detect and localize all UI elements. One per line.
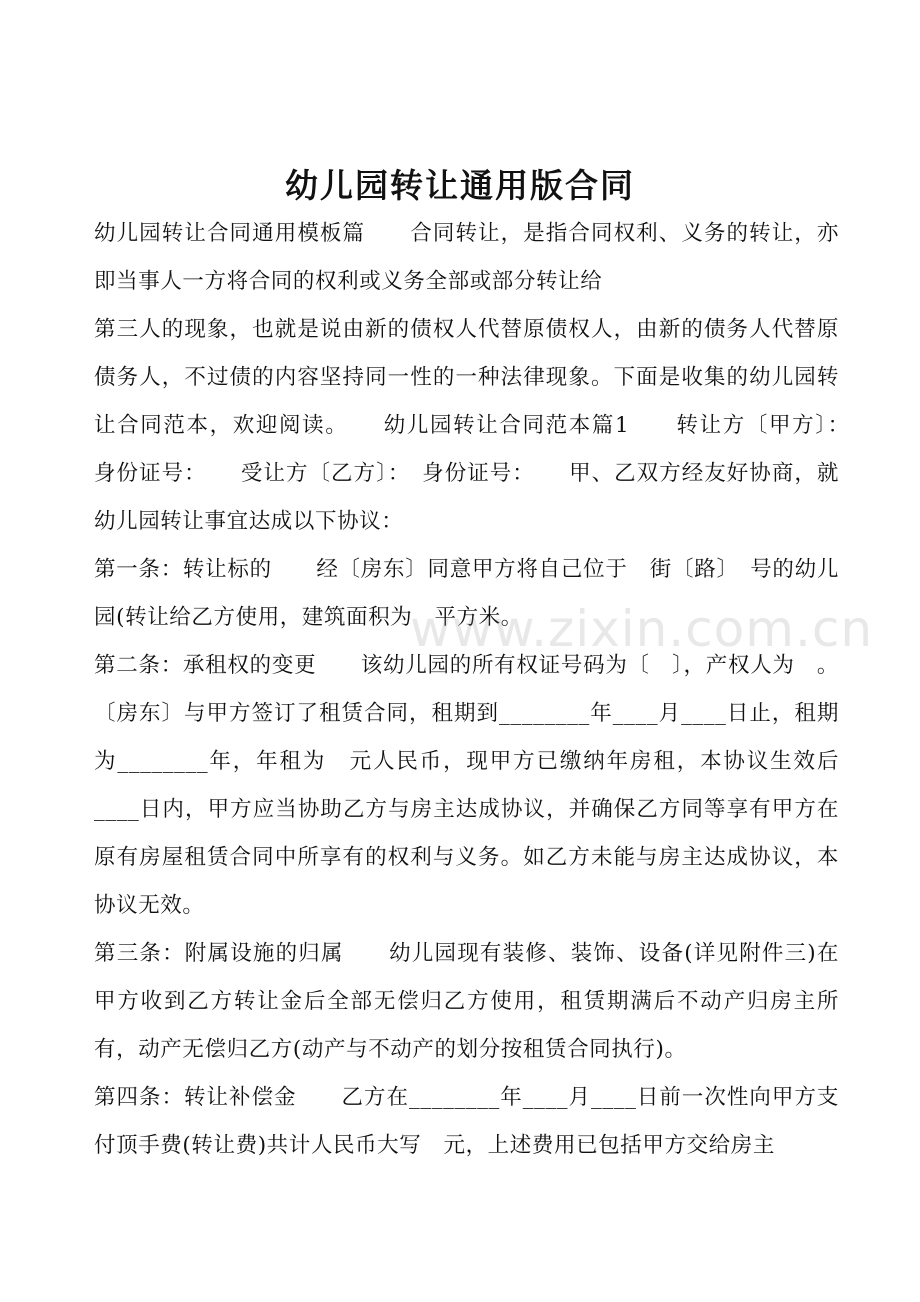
paragraph-article-3: 第三条：附属设施的归属 幼儿园现有装修、装饰、设备(详见附件三)在甲方收到乙方转让金后全部无偿归乙方使用，租赁期满后不动产归房主所有，动产无偿归乙方(动产与不动产的划分按租赁合同执行)。 <box>94 941 839 1062</box>
paragraph-preamble: 第三人的现象，也就是说由新的债权人代替原债权人，由新的债务人代替原债务人，不过债的内容坚持同一性的一种法律现象。下面是收集的幼儿园转让合同范本，欢迎阅读。 幼儿园转让合同范本篇1 转让方〔甲方〕： 身份证号： 受让方〔乙方〕： 身份证号： 甲、乙双方经友好协商，就幼儿园转让事宜达成以下协议： <box>94 317 862 534</box>
paragraph-article-1: 第一条：转让标的 经〔房东〕同意甲方将自己位于 街〔路〕 号的幼儿园(转让给乙方使用，建筑面积为 平方米。 <box>94 557 839 630</box>
paragraph-article-2: 第二条：承租权的变更 该幼儿园的所有权证号码为〔 〕，产权人为 。〔房东〕与甲方签订了租赁合同，租期到________年____月____日止，租期为________年，年租为 元人民币，现甲方已缴纳年房租，本协议生效后____日内，甲方应当协助乙方与房主达成协议，并确保乙方同等享有甲方在原有房屋租赁合同中所享有的权利与义务。如乙方未能与房主达成协议，本协议无效。 <box>94 653 839 918</box>
paragraph-intro: 幼儿园转让合同通用模板篇 合同转让，是指合同权利、义务的转让，亦即当事人一方将合同的权利或义务全部或部分转让给 <box>94 221 839 294</box>
watermark: www.zixin.com.cn <box>410 600 874 658</box>
document-body <box>94 210 862 1170</box>
paragraph-article-4: 第四条：转让补偿金 乙方在________年____月____日前一次性向甲方支付顶手费(转让费)共计人民币大写 元，上述费用已包括甲方交给房主 <box>94 1085 839 1158</box>
document-title: 幼儿园转让通用版合同 <box>285 166 635 205</box>
